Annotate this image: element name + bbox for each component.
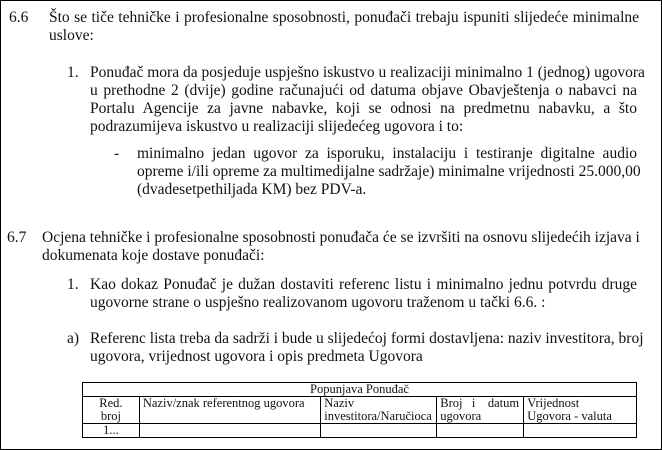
section-6-7-item1-marker: 1. xyxy=(67,276,79,293)
header-line: Naziv xyxy=(324,396,355,410)
header-line: Ugovora - valuta xyxy=(527,409,612,423)
section-number-6-6: 6.6 xyxy=(9,9,29,26)
section-6-6-item1-line: Portalu Agencije za javne nabavke, koji se odnosi na predmetnu nabavku, a što xyxy=(90,100,637,117)
table-cell[interactable] xyxy=(524,424,637,438)
section-6-6-item1-marker: 1. xyxy=(67,64,79,81)
table-row xyxy=(83,424,637,438)
table-cell[interactable] xyxy=(139,424,320,438)
header-line: Naziv/znak referentnog ugovora xyxy=(142,396,305,410)
header-broj-datum xyxy=(437,397,524,424)
section-6-7-item1-line: Kao dokaz Ponuđač je dužan dostaviti referenc listu i minimalno jednu potvrdu druge xyxy=(90,276,637,293)
section-6-6-bullet-line: minimalno jedan ugovor za isporuku, instalaciju i testiranje digitalne audio xyxy=(137,145,637,162)
header-vrijednost xyxy=(524,397,637,424)
header-line: broj xyxy=(100,409,121,423)
section-6-7-item1-line: ugovorne strane o uspješno realizovanom ugovoru traženom u tački 6.6. : xyxy=(90,294,546,311)
table-title: Popunjava Ponuđač xyxy=(83,383,637,397)
table-header-row xyxy=(83,397,637,424)
section-6-6-intro-line2: uslove: xyxy=(49,27,94,44)
table-title-row xyxy=(83,383,637,397)
section-6-6-item1-line: Ponuđač mora da posjeduje uspješno iskustvo u realizaciji minimalno 1 (jednog) ugovora xyxy=(90,64,645,81)
section-6-7-intro-line2: dokumenata koje dostave ponuđači: xyxy=(42,247,265,264)
section-6-7-intro-line1: Ocjena tehničke i profesionalne sposobnosti ponuđača će se izvršiti na osnovu slijedećih izjava i xyxy=(42,229,640,246)
table-cell[interactable] xyxy=(437,424,524,438)
header-naziv-investitora xyxy=(321,397,437,424)
header-naziv-ugovora xyxy=(139,397,320,424)
header-red-broj xyxy=(83,397,140,424)
section-6-7-itemA-line: Referenc lista treba da sadrži i bude u slijedećoj formi dostavljena: naziv investitora, broj xyxy=(90,330,644,347)
section-6-6-intro-line1: Što se tiče tehničke i profesionalne sposobnosti, ponuđači trebaju ispuniti slijedeće minimalne xyxy=(49,9,639,26)
section-6-6-item1-line: podrazumijeva iskustvo u realizaciji slijedećeg ugovora i to: xyxy=(90,118,464,135)
section-6-7-itemA-marker: a) xyxy=(67,330,80,347)
section-number-6-7: 6.7 xyxy=(7,229,27,246)
section-6-6-bullet-line: (dvadesetpethiljada KM) bez PDV-a. xyxy=(137,181,367,198)
reference-table xyxy=(82,382,637,438)
header-line: Red. xyxy=(99,396,123,410)
table-cell[interactable]: 1... xyxy=(83,424,140,438)
header-line: Vrijednost xyxy=(527,396,580,410)
section-6-6-bullet-line: opreme i/ili opreme za multimedijalne sadržaje) minimalne vrijednosti 25.000,00 xyxy=(137,163,641,180)
section-6-6-item1-line: u prethodne 2 (dvije) godine računajući od datuma objave Obavještenja o nabavci na xyxy=(90,82,637,99)
table-cell[interactable] xyxy=(321,424,437,438)
header-line: investitora/Naručioca xyxy=(324,409,432,423)
header-line: Broj i datum xyxy=(440,396,520,410)
section-6-7-itemA-line: ugovora, vrijednost ugovora i opis predmeta Ugovora xyxy=(90,348,423,365)
header-line: ugovora xyxy=(440,409,482,423)
bullet-dash: - xyxy=(114,145,120,162)
